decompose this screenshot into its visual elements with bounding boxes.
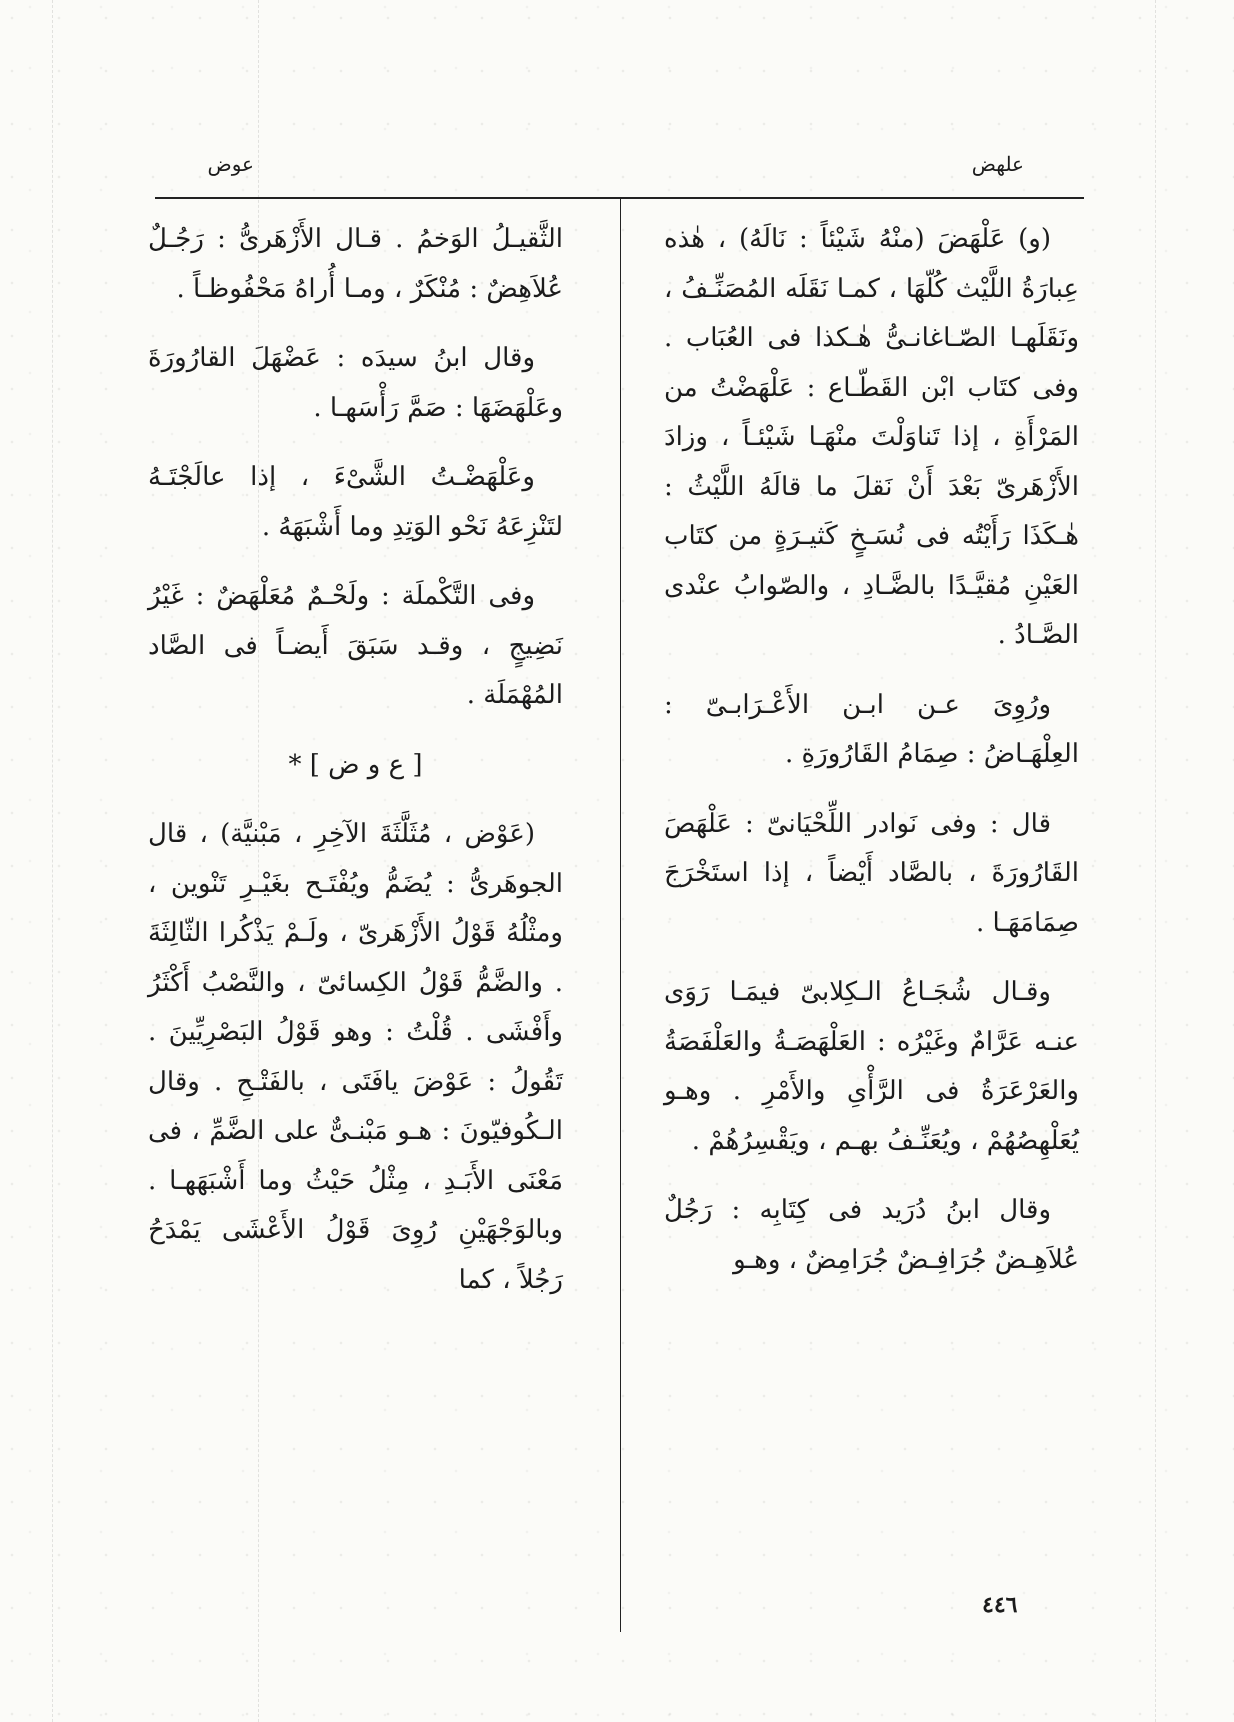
right-column bbox=[664, 215, 1079, 1305]
paragraph: ورُوِىَ عـن ابـن الأَعْـرَابـىّ : العِلْهَـاضُ : صِمَامُ القَارُورَةِ . bbox=[664, 689, 1079, 769]
paragraph: (و) عَلْهَضَ (منْهُ شَيْئاً : نَالَهُ) ، هٰذه عِبارَةُ اللَّيْث كُلّهَا ، كمـا نَقَلَه المُصَنِّـفُ ، ونَقَلَهـا الصّـاغانـىُّ هٰـكذا فى العُبَاب . وفى كتَاب ابْن القَطّـاع : عَلْهَضْتُ من المَرْأَةِ ، إذا تَناوَلْتَ منْهَـا شَيْئـاً ، وزادَ الأَزْهَرىّ بَعْدَ أَنْ نَقلَ ما قالَهُ اللَّيْثُ : هٰـكَذَا رَأَيْتُه فى نُسَـخٍ كَثيـرَةٍ من كتَاب العَيْنِ مُقيَّـدًا بالضَّـادِ ، والصّوابُ عنْدى الصَّـادُ . bbox=[664, 224, 1079, 650]
paragraph: وفى التَّكْملَة : ولَحْـمٌ مُعَلْهَضٌ : غَيْرُ نَضِيجٍ ، وقـد سَبَقَ أَيضـاً فى الصَّاد المُهْمَلَة . bbox=[148, 581, 563, 710]
paragraph: (عَوْض ، مُثَلَّثَةَ الآخِرِ ، مَبْنيَّة) ، قال الجوهَرىُّ : يُضَمُّ ويُفْتَـح بغَيْـرِ تَنْوين ، ومثْلُهُ قَوْلُ الأَزْهَرىّ ، ولَـمْ يَذْكُرا الثّالِثَةَ . والضَّمُّ قَوْلُ الكِسائىّ ، والنَّصْبُ أَكْثَرُ وأَفْشَى . قُلْتُ : وهو قَوْلُ البَصْرِيِّينَ . تَقُولُ : عَوْضَ يافَتَى ، بالفَتْـحِ . وقال الـكُوفيّونَ : هـو مَبْنـىٌّ على الضَّمِّ ، فى مَعْنَى الأَبَـدِ ، مِثْلُ حَيْثُ وما أَشْبَهَهـا . وبالوَجْهَيْنِ رُوِىَ قَوْلُ الأَعْشَى يَمْدَحُ رَجُلاً ، كما bbox=[148, 819, 563, 1295]
scan-artifact-line bbox=[52, 0, 53, 1722]
running-head-left: عوض bbox=[207, 152, 254, 176]
paragraph: قال : وفى نَوادر اللِّحْيَانىّ : عَلْهَصَ القَارُورَةَ ، بالصَّاد أَيْضاً ، إذا استَخْرَجَ صِمَامَهَـا . bbox=[664, 808, 1079, 938]
paragraph: وقال ابنُ دُرَيد فى كِتَابِه : رَجُلٌ عُلاَهِـضٌ جُرَافِـضٌ جُرَامِضٌ ، وهـو bbox=[664, 1195, 1079, 1275]
entry-heading: [ ع و ض ] * bbox=[288, 749, 423, 780]
running-head-right: علهض bbox=[971, 152, 1024, 176]
paragraph: الثَّقيـلُ الوَخمُ . قـال الأَزْهَرىُّ : رَجُـلٌ عُلاَهِضٌ : مُنْكَرٌ ، ومـا أُراهُ مَحْفُوظـاً . bbox=[148, 224, 563, 304]
left-column bbox=[148, 215, 563, 1325]
paragraph: وقـال شُجَـاعُ الـكِلابىّ فيمَـا رَوَى عنـه عَرَّامٌ وغَيْرُه : العَلْهَصَـةُ والعَلْفَصَةُ والعَرْعَرَةُ فى الرَّأْىِ والأَمْرِ . وهـو يُعَلْهِصُهُمْ ، ويُعَنِّـفُ بهـم ، ويَقْسِرُهُمْ . bbox=[664, 977, 1079, 1156]
scan-artifact-line bbox=[1155, 0, 1156, 1722]
paragraph: وقال ابنُ سيدَه : عَضْهَلَ القارُورَةَ وعَلْهَضَهَا : صَمَّ رَأْسَهـا . bbox=[148, 343, 563, 423]
paragraph: وعَلْهَضْـتُ الشَّىْءَ ، إذا عالَجْتَـهُ لتَنْزِعَهُ نَحْو الوَتِدِ وما أَشْبَهَهُ . bbox=[148, 462, 563, 542]
page-number: ٤٤٦ bbox=[982, 1592, 1018, 1618]
column-divider bbox=[620, 197, 621, 1632]
